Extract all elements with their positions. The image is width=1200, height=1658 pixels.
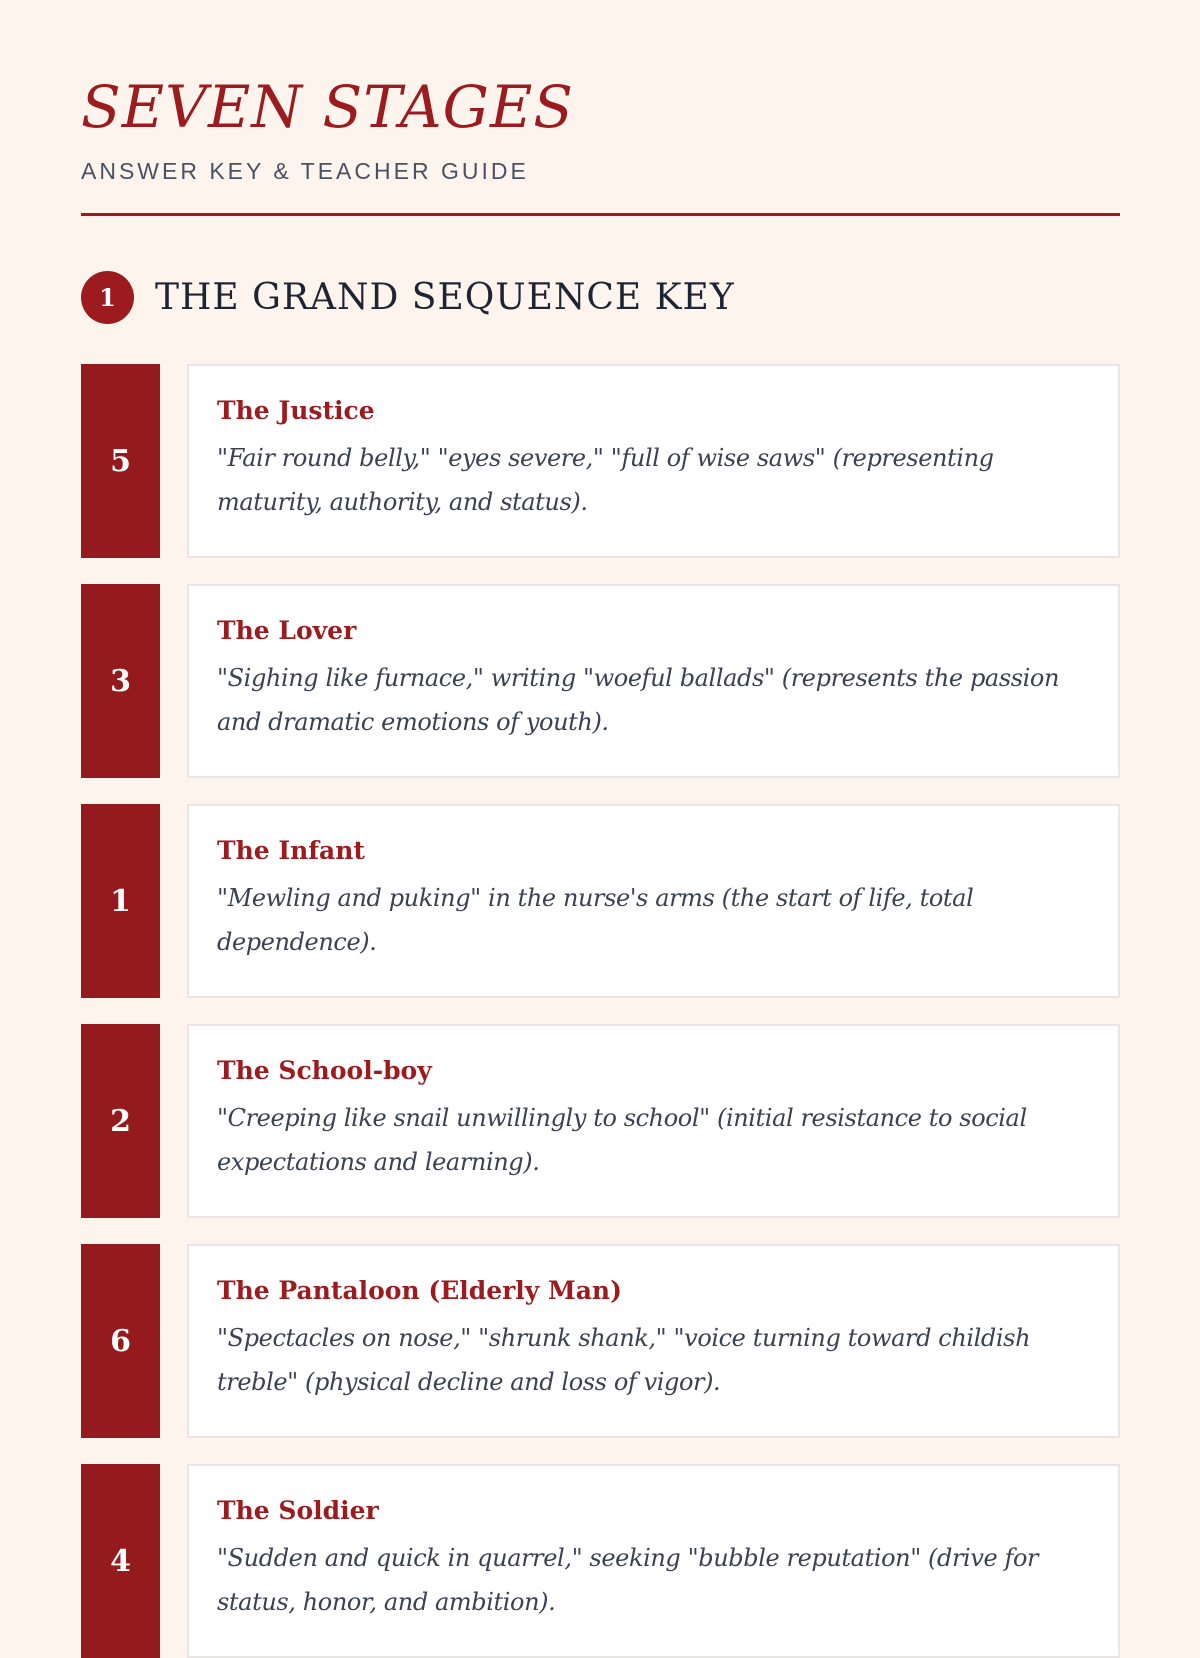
stage-item [81, 584, 1120, 778]
stage-item [81, 1244, 1120, 1438]
stage-item [81, 804, 1120, 998]
stage-number: 6 [81, 1244, 160, 1438]
stage-number: 3 [81, 584, 160, 778]
section-number-badge: 1 [81, 271, 134, 324]
stage-description: "Creeping like snail unwillingly to school" (initial resistance to social expectations and learning). [217, 1104, 1027, 1176]
page-subtitle: ANSWER KEY & TEACHER GUIDE [81, 158, 529, 184]
stage-card [187, 1464, 1120, 1658]
stage-card [187, 1244, 1120, 1438]
stage-card [187, 364, 1120, 558]
stage-card [187, 584, 1120, 778]
stage-item [81, 1464, 1120, 1658]
page-title: SEVEN STAGES [81, 73, 575, 141]
section-header [81, 270, 735, 324]
stage-name: The Soldier [217, 1496, 379, 1525]
header-divider [81, 213, 1120, 216]
stage-number: 2 [81, 1024, 160, 1218]
stage-name: The Pantaloon (Elderly Man) [217, 1276, 622, 1305]
section-title: THE GRAND SEQUENCE KEY [155, 276, 735, 318]
stage-description: "Mewling and puking" in the nurse's arms (the start of life, total dependence). [217, 884, 974, 956]
stage-name: The School-boy [217, 1056, 432, 1085]
stage-description: "Spectacles on nose," "shrunk shank," "voice turning toward childish treble" (physical decline and loss of vigor). [217, 1324, 1031, 1396]
stage-card [187, 804, 1120, 998]
stage-number: 5 [81, 364, 160, 558]
stage-name: The Justice [217, 396, 375, 425]
stage-name: The Infant [217, 836, 365, 865]
stage-name: The Lover [217, 616, 357, 645]
stage-description: "Sighing like furnace," writing "woeful ballads" (represents the passion and dramatic emotions of youth). [217, 664, 1060, 736]
stage-number: 1 [81, 804, 160, 998]
stage-item [81, 1024, 1120, 1218]
stage-number: 4 [81, 1464, 160, 1658]
stage-description: "Fair round belly," "eyes severe," "full of wise saws" (representing maturity, authority, and status). [217, 444, 994, 516]
stage-item [81, 364, 1120, 558]
stage-description: "Sudden and quick in quarrel," seeking "bubble reputation" (drive for status, honor, and ambition). [217, 1544, 1039, 1616]
stage-card [187, 1024, 1120, 1218]
